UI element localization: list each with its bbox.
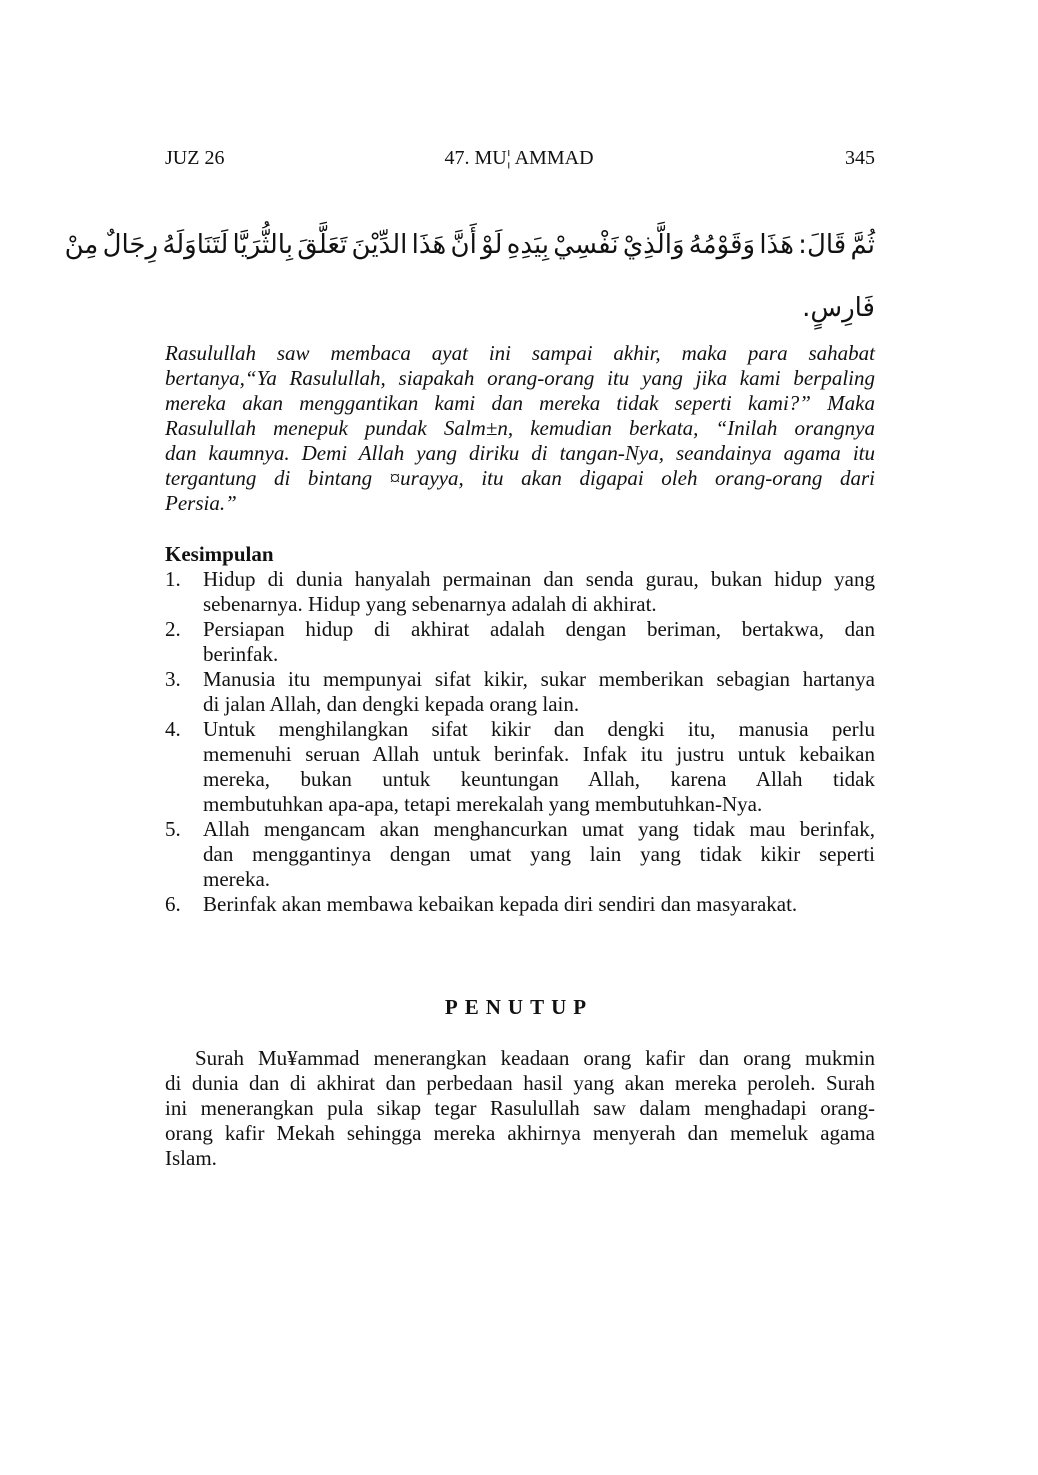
list-item-line: mereka. (203, 867, 271, 891)
page-number: 345 (845, 147, 875, 169)
arabic-text-line: فَارِسٍ. (802, 293, 875, 323)
closing-title: PENUTUP (444, 995, 594, 1019)
list-item-line: Hidup di dunia hanyalah permainan dan senda gurau, bukan hidup yang (203, 567, 875, 591)
list-item-line: dan menggantinya dengan umat yang lain yang tidak kikir seperti (203, 842, 875, 866)
list-item-line: Manusia itu mempunyai sifat kikir, sukar memberikan sebagian hartanya (203, 667, 875, 691)
running-header-chapter: 47. MU¦ AMMAD (444, 147, 594, 169)
translation-line: Rasulullah saw membaca ayat ini sampai akhir, maka para sahabat (165, 341, 875, 365)
list-item-line: di jalan Allah, dan dengki kepada orang lain. (203, 692, 580, 716)
list-item-line: berinfak. (203, 642, 279, 666)
translation-line: bertanya,“Ya Rasulullah, siapakah orang-orang itu yang jika kami berpaling (165, 366, 875, 390)
list-number: 5. (165, 817, 181, 841)
list-item-line: Allah mengancam akan menghancurkan umat yang tidak mau berinfak, (203, 817, 875, 841)
list-number: 1. (165, 567, 181, 591)
closing-line: di dunia dan di akhirat dan perbedaan hasil yang akan mereka peroleh. Surah (165, 1071, 875, 1095)
translation-line: dan kaumnya. Demi Allah yang diriku di tangan-Nya, seandainya agama itu (165, 441, 875, 465)
translation-line: Rasulullah menepuk pundak Salm±n, kemudian berkata, “Inilah orangnya (165, 416, 875, 440)
list-item-line: sebenarnya. Hidup yang sebenarnya adalah di akhirat. (203, 592, 657, 616)
list-item-line: Berinfak akan membawa kebaikan kepada diri sendiri dan masyarakat. (203, 892, 798, 916)
list-item-line: Untuk menghilangkan sifat kikir dan dengki itu, manusia perlu (203, 717, 875, 741)
closing-line: Surah Mu¥ammad menerangkan keadaan orang kafir dan orang mukmin (195, 1046, 875, 1070)
running-header-juz: JUZ 26 (165, 147, 225, 169)
section-heading: Kesimpulan (165, 542, 274, 566)
closing-line: Islam. (165, 1146, 217, 1170)
closing-line: orang kafir Mekah sehingga mereka akhirnya menyerah dan memeluk agama (165, 1121, 875, 1145)
list-number: 6. (165, 892, 181, 916)
list-number: 2. (165, 617, 181, 641)
translation-line: tergantung di bintang ¤urayya, itu akan digapai oleh orang-orang dari (165, 466, 875, 490)
arabic-text-line: ثُمَّ قَالَ: هَذَا وَقَوْمُهُ وَالَّذِيْ نَفْسِيْ بِيَدِهِ لَوْ أَنَّ هَذَا الدِّيْنَ تَعَلَّقَ بِالثُّرَيَّا لَتَنَاوَلَهُ رِجَالٌ مِنْ (64, 230, 875, 260)
list-item-line: mereka, bukan untuk keuntungan Allah, karena Allah tidak (203, 767, 875, 791)
list-number: 4. (165, 717, 181, 741)
list-number: 3. (165, 667, 181, 691)
list-item-line: membutuhkan apa-apa, tetapi merekalah yang membutuhkan-Nya. (203, 792, 763, 816)
list-item-line: memenuhi seruan Allah untuk berinfak. Infak itu justru untuk kebaikan (203, 742, 875, 766)
list-item-line: Persiapan hidup di akhirat adalah dengan beriman, bertakwa, dan (203, 617, 875, 641)
translation-line: mereka akan menggantikan kami dan mereka tidak seperti kami?” Maka (165, 391, 875, 415)
translation-line: Persia.” (165, 491, 237, 515)
closing-line: ini menerangkan pula sikap tegar Rasulullah saw dalam menghadapi orang- (165, 1096, 875, 1120)
